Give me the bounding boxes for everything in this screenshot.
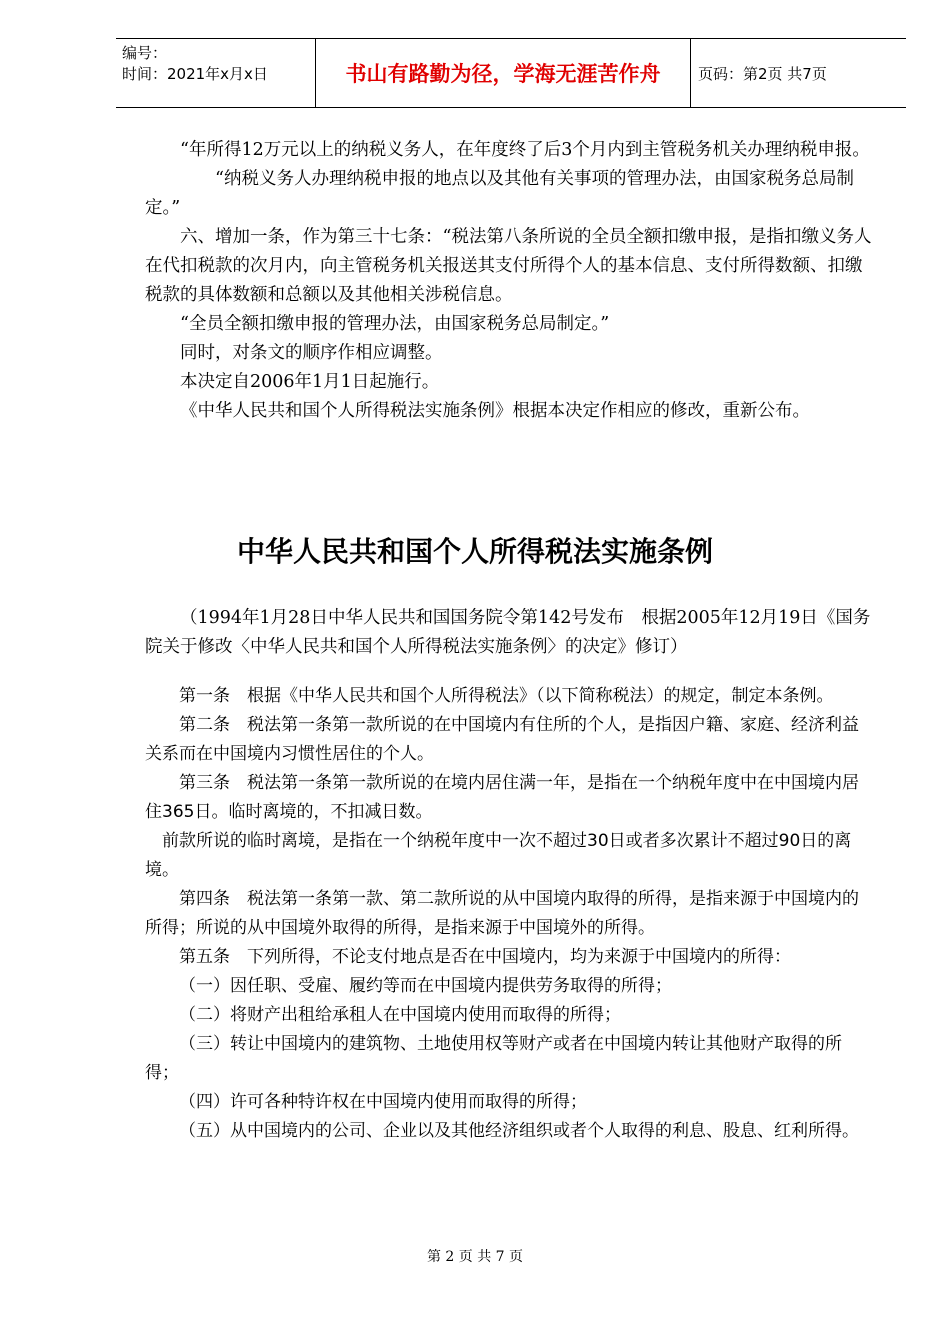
article: 第二条 税法第一条第一款所说的在中国境内有住所的个人，是指因户籍、家庭、经济利益关系而在中国境内习惯性居住的个人。 (145, 715, 859, 764)
article: 第五条 下列所得，不论支付地点是否在中国境内，均为来源于中国境内的所得： (179, 947, 791, 967)
article: 第一条 根据《中华人民共和国个人所得税法》（以下简称税法）的规定，制定本条例。 (179, 686, 834, 706)
list-item: （五）从中国境内的公司、企业以及其他经济组织或者个人取得的利息、股息、红利所得。 (179, 1121, 859, 1141)
header-divider (690, 39, 691, 107)
paragraph: “年所得12万元以上的纳税义务人，在年度终了后3个月内到主管税务机关办理纳税申报。 (180, 140, 870, 160)
paragraph: 《中华人民共和国个人所得税法实施条例》根据本决定作相应的修改，重新公布。 (180, 401, 810, 421)
article: 第四条 税法第一条第一款、第二款所说的从中国境内取得的所得，是指来源于中国境内的所得；所说的从中国境外取得的所得，是指来源于中国境外的所得。 (145, 889, 859, 938)
article: 第三条 税法第一条第一款所说的在境内居住满一年，是指在一个纳税年度中在中国境内居住365日。临时离境的，不扣减日数。 (145, 773, 859, 822)
doc-time-label: 时间：2021年x月x日 (122, 65, 268, 83)
doc-number-label: 编号： (122, 44, 168, 62)
articles-section (145, 682, 875, 1146)
paragraph: 六、增加一条，作为第三十七条：“税法第八条所说的全员全额扣缴申报，是指扣缴义务人在代扣税款的次月内，向主管税务机关报送其支付所得个人的基本信息、支付所得数额、扣缴税款的具体数额和总额以及其他相关涉税信息。 (145, 227, 872, 305)
list-item: （三）转让中国境内的建筑物、土地使用权等财产或者在中国境内转让其他财产取得的所得； (145, 1034, 842, 1083)
page-footer: 第 2 页 共 7 页 (426, 1249, 524, 1265)
document-title: 中华人民共和国个人所得税法实施条例 (236, 535, 713, 568)
subtitle-section (145, 604, 875, 662)
page-header (116, 38, 906, 108)
header-meta (122, 43, 318, 85)
list-item: （一）因任职、受雇、履约等而在中国境内提供劳务取得的所得； (179, 976, 672, 996)
list-item: （二）将财产出租给承租人在中国境内使用而取得的所得； (179, 1005, 621, 1025)
paragraph: 同时，对条文的顺序作相应调整。 (180, 343, 443, 363)
paragraph: 本决定自2006年1月1日起施行。 (180, 372, 440, 392)
header-page-info: 页码：第2页 共7页 (698, 64, 827, 83)
upper-section (145, 136, 875, 426)
document-subtitle: （1994年1月28日中华人民共和国国务院令第142号发布 根据2005年12月19日《国务院关于修改〈中华人民共和国个人所得税法实施条例〉的决定》修订） (145, 608, 871, 657)
paragraph: “纳税义务人办理纳税申报的地点以及其他有关事项的管理办法，由国家税务总局制定。” (145, 169, 854, 218)
header-motto: 书山有路勤为径，学海无涯苦作舟 (345, 62, 661, 86)
article: 前款所说的临时离境，是指在一个纳税年度中一次不超过30日或者多次累计不超过90日的离境。 (145, 831, 852, 880)
list-item: （四）许可各种特许权在中国境内使用而取得的所得； (179, 1092, 587, 1112)
paragraph: “全员全额扣缴申报的管理办法，由国家税务总局制定。” (180, 314, 610, 334)
